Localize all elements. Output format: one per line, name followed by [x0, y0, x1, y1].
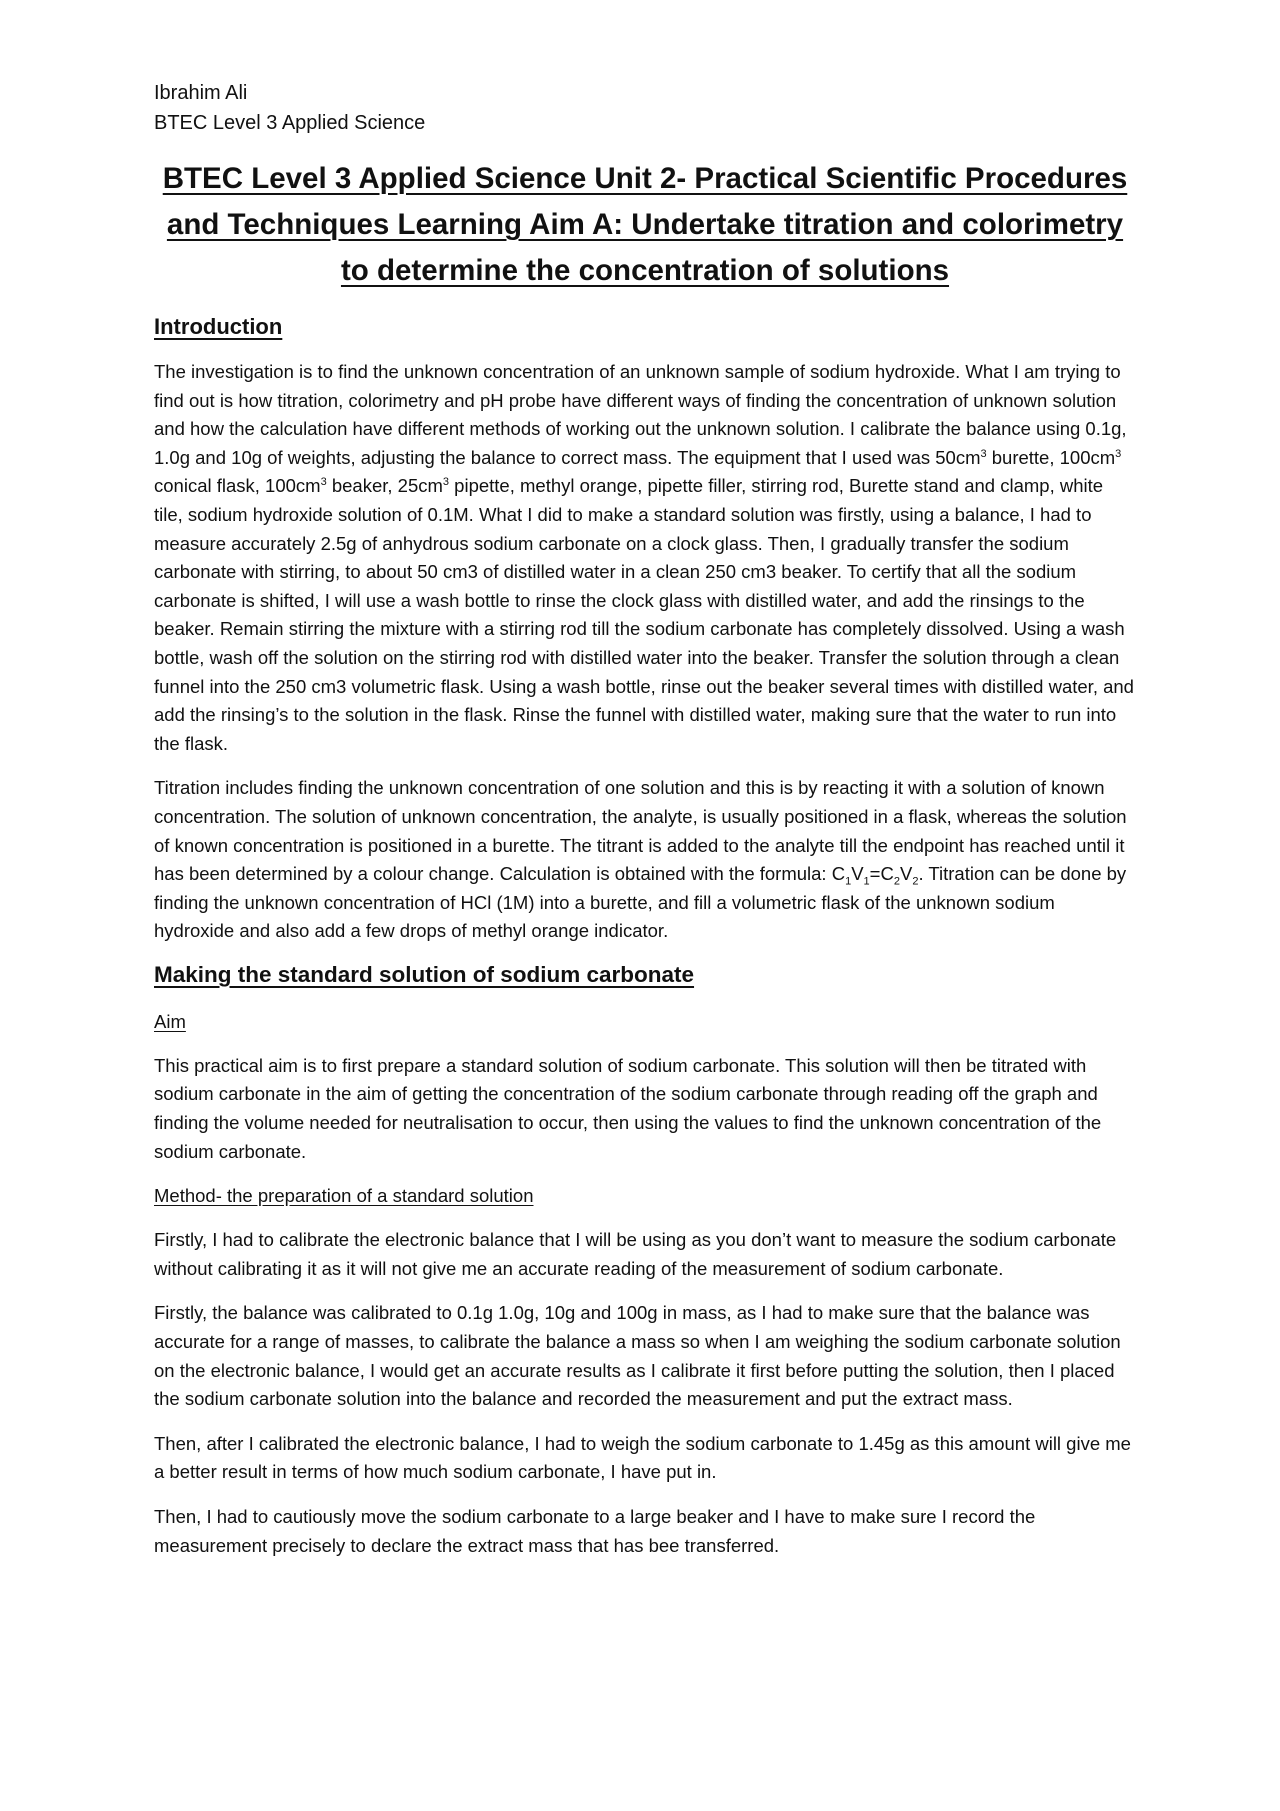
subscript-2: 2	[912, 875, 919, 888]
superscript-3: 3	[1115, 447, 1122, 460]
intro-p2-text-a: Titration includes finding the unknown concentration of one solution and this is by reacting it with a solution of known concentration. The solution of unknown concentration, the analyte, is usually positioned in a flask, whereas the solution of known concentration is positioned in a burette. The titrant is added to the analyte till the endpoint has reached until it has been determined by a colour change. Calculation is obtained with the formula: C	[154, 777, 1127, 885]
intro-p2-text-b: V	[851, 863, 864, 885]
method-paragraph-3: Then, after I calibrated the electronic balance, I had to weigh the sodium carbonate to 1.45g as this amount will give me a better result in terms of how much sodium carbonate, I have put in.	[154, 1432, 1131, 1483]
document-title: BTEC Level 3 Applied Science Unit 2- Practical Scientific Procedures and Techniques Learning Aim A: Undertake titration and colorimetry to determine the concentration of solutions	[162, 162, 1128, 287]
standard-solution-heading: Making the standard solution of sodium carbonate	[154, 961, 695, 987]
subscript-1: 1	[845, 875, 852, 888]
intro-p1-text-e: pipette, methyl orange, pipette filler, stirring rod, Burette stand and clamp, white tile, sodium hydroxide solution of 0.1M. What I did to make a standard solution was firstly, using a balance, I had to measure accurately 2.5g of anhydrous sodium carbonate on a clock glass. Then, I gradually transfer the sodium carbonate with stirring, to about 50 cm3 of distilled water in a clean 250 cm3 beaker. To certify that all the sodium carbonate is shifted, I will use a wash bottle to rinse the clock glass with distilled water, and add the rinsings to the beaker. Remain stirring the mixture with a stirring rod till the sodium carbonate has completely dissolved. Using a wash bottle, wash off the solution on the stirring rod with distilled water into the beaker. Transfer the solution through a clean funnel into the 250 cm3 volumetric flask. Using a wash bottle, rinse out the beaker several times with distilled water, and add the rinsing’s to the solution in the flask. Rinse the funnel with distilled water, making sure that the water to run into the flask.	[154, 475, 1134, 754]
author-name: Ibrahim Ali	[154, 82, 248, 104]
method-paragraph-4: Then, I had to cautiously move the sodium carbonate to a large beaker and I have to make sure I record the measurement precisely to declare the extract mass that has bee transferred.	[154, 1506, 1036, 1556]
intro-p1-text-a: The investigation is to find the unknown concentration of an unknown sample of sodium hydroxide. What I am trying to find out is how titration, colorimetry and pH probe have different ways of finding the concentration of unknown solution and how the calculation have different methods of working out the unknown solution. I calibrate the balance using 0.1g, 1.0g and 10g of weights, adjusting the balance to correct mass. The equipment that I used was 50cm	[154, 361, 1127, 468]
intro-p2-text-c: =C	[869, 863, 894, 885]
aim-heading: Aim	[154, 1010, 186, 1032]
superscript-3: 3	[320, 476, 327, 489]
intro-p1-text-b: burette, 100cm	[986, 446, 1116, 468]
intro-p2-text-d: V	[899, 863, 913, 885]
intro-p1-text-d: beaker, 25cm	[326, 475, 443, 497]
method-paragraph-1: Firstly, I had to calibrate the electronic balance that I will be using as you don’t want to measure the sodium carbonate without calibrating it as it will not give me an accurate reading of the measurement of sodium carbonate.	[154, 1229, 1117, 1279]
subscript-1: 1	[863, 875, 870, 888]
method-heading: Method- the preparation of a standard solution	[154, 1185, 534, 1207]
aim-paragraph: This practical aim is to first prepare a standard solution of sodium carbonate. This solution will then be titrated with sodium carbonate in the aim of getting the concentration of the sodium carbonate through reading off the graph and finding the volume needed for neutralisation to occur, then using the values to find the unknown concentration of the sodium carbonate.	[154, 1054, 1102, 1162]
course-name: BTEC Level 3 Applied Science	[154, 112, 426, 134]
method-paragraph-2: Firstly, the balance was calibrated to 0.1g 1.0g, 10g and 100g in mass, as I had to make sure that the balance was accurate for a range of masses, to calibrate the balance a mass so when I am weighing the sodium carbonate solution on the electronic balance, I would get an accurate results as I calibrate it first before putting the solution, then I placed the sodium carbonate solution into the balance and recorded the measurement and put the extract mass.	[154, 1302, 1121, 1410]
superscript-3: 3	[980, 447, 987, 460]
introduction-heading: Introduction	[154, 314, 283, 339]
subscript-2: 2	[893, 875, 900, 888]
document-page	[154, 78, 1136, 1560]
introduction-paragraph-2	[154, 774, 1136, 946]
introduction-paragraph-1	[154, 358, 1136, 758]
superscript-3: 3	[442, 476, 450, 489]
intro-p2-text-e: . Titration can be done by finding the unknown concentration of HCl (1M) into a burette, and fill a volumetric flask of the unknown sodium hydroxide and also add a few drops of methyl orange indicator.	[154, 863, 1127, 942]
intro-p1-text-c: conical flask, 100cm	[154, 475, 321, 497]
